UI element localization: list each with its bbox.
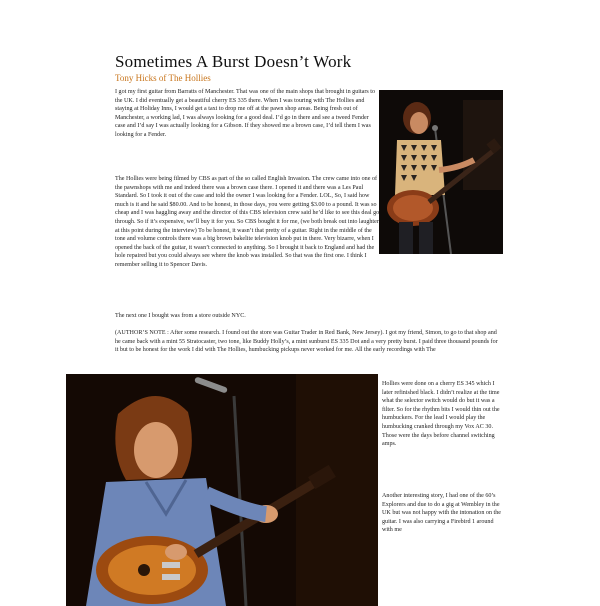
paragraph-1: I got my first guitar from Barratts of Manchester. That was one of the main shops that brought in guitars to the UK. I did eventually get a beautiful cherry ES 335 there. When I was touring with The Hollies and staying at Holiday Inns, I would get a taxi to drop me off at the pawn shop areas. Being fresh out of Manchester, a working lad, I was always looking for a good deal. I’d go in there and see a tweed Fender case and I’d say I was actually looking for a Gibson. If they showed me a brown case, I’d tell them I was looking for a Fender. <box>115 89 376 138</box>
guitarist-photo-bottom <box>66 374 378 606</box>
paragraph-5: Hollies were done on a cherry ES 345 which I later refinished black. I didn’t realize at the time what the selector switch would do but it was a filter. So for the rhythm bits I would thin out the humbuckers. For the lead I would play the humbucking cranked through my Vox AC 30. Those were the days before channel switching amps. <box>382 381 500 448</box>
guitarist-photo-top <box>379 90 503 254</box>
article-title: Sometimes A Burst Doesn’t Work <box>115 52 352 71</box>
paragraph-3: The next one I bought was from a store outside NYC. <box>115 313 246 319</box>
paragraph-6: Another interesting story, I had one of the 60’s Explorers and due to do a gig at Wembley in the UK but was not happy with the intonation on the guitar. I was also carrying a Firebird 1 around with me <box>382 493 501 534</box>
paragraph-4: (AUTHOR’S NOTE : After some research. I found out the store was Guitar Trader in Red Bank, New Jersey). I got my friend, Simon, to go to that shop and he came back with a mint 55 Stratocaster, two tone, like Buddy Holly’s, a mint sunburst ES 335 Dot and a very pretty burst. I paid three thousand pounds for it but to be honest for the work I did with The Hollies, humbucking pickups never worked for me. All the early recordings with The <box>115 330 498 354</box>
article-subtitle: Tony Hicks of The Hollies <box>115 73 211 83</box>
paragraph-2: The Hollies were being filmed by CBS as part of the so called English Invasion. The crew came into one of the pawnshops with me and indeed there was a brown case there. I opened it and there was a Les Paul Standard. So I took it out of the case and told the owner I was looking for a Fender. LOL, So, I said how much is it and he said $80.00. And to be honest, in those days, you were getting $3.00 to a pound. It was so cheap and I was haggling away and the director of this CBS television crew said he’d like to see this deal go through. So if it’s expensive, we’ll buy it for you. So CBS bought it for me, (we both break out into laughter at this point during the interview) To be honest, it wasn’t that pretty of a guitar. Right in the middle of the tone and volume controls there was a big brown bakelite television knob put in there. Very bizarre, when I opened the back of the guitar, it wasn’t connected to anything. So I brought it back to England and had the hole repaired but you could always see where the knob was installed. So that was the first one. I think I remember selling it to Spencer Davis. <box>115 176 380 268</box>
